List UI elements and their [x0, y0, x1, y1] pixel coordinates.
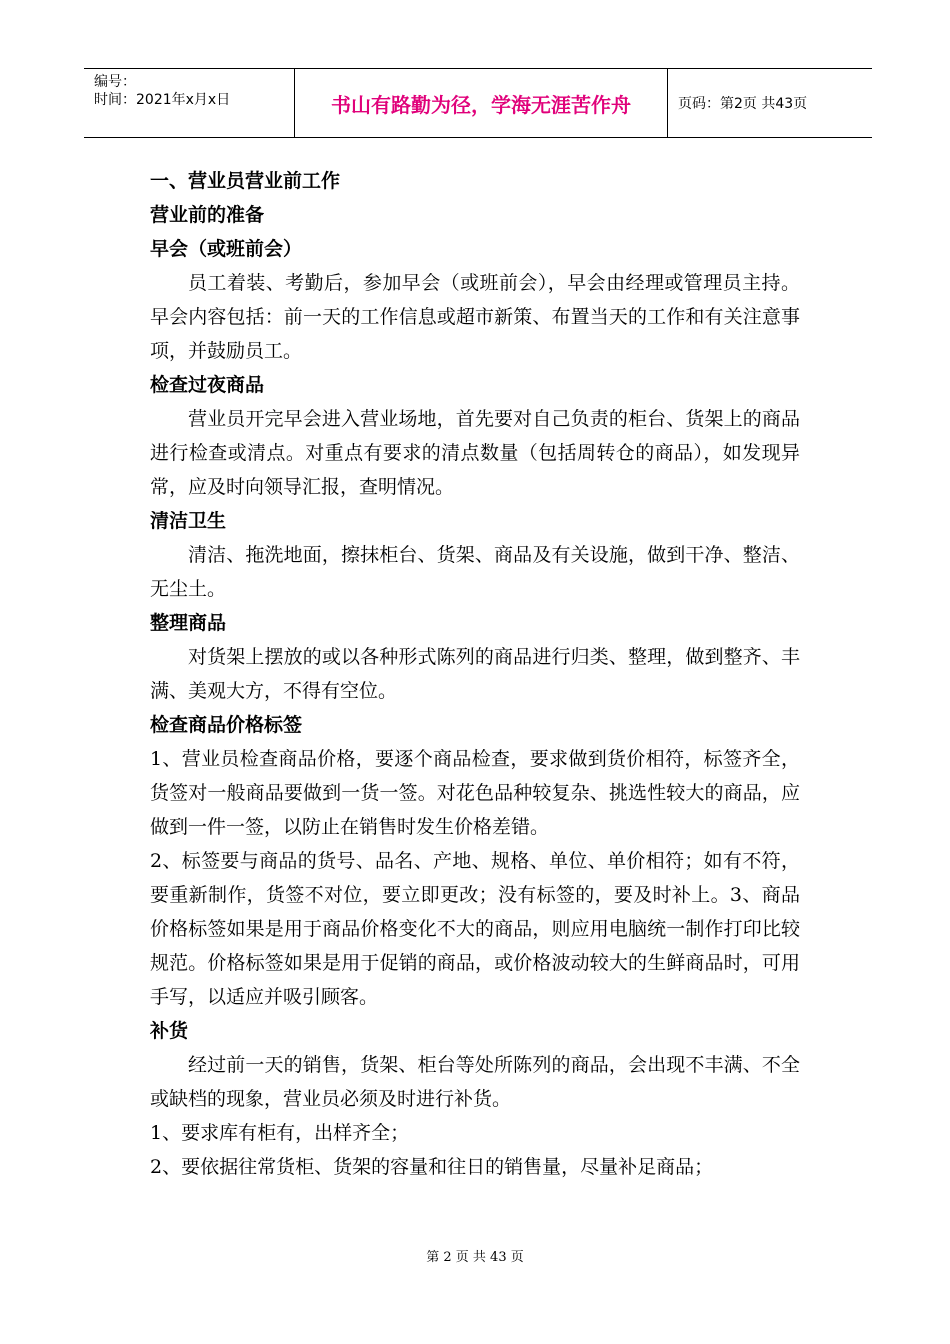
subheading-arrange-goods: 整理商品 — [150, 612, 227, 634]
subheading-restock: 补货 — [150, 1020, 189, 1042]
paragraph-price-labels-1: 1、营业员检查商品价格，要逐个商品检查，要求做到货价相符，标签齐全，货签对一般商品要做到一货一签。对花色品种较复杂、挑选性较大的商品，应做到一件一签，以防止在销售时发生价格差错。 — [150, 748, 800, 838]
page-footer: 第 2 页 共 43 页 — [426, 1250, 524, 1265]
list-item-restock-1: 1、要求库有柜有，出样齐全； — [150, 1122, 410, 1144]
list-item-restock-2: 2、要依据往常货柜、货架的容量和往日的销售量，尽量补足商品； — [150, 1156, 714, 1178]
subheading-check-goods: 检查过夜商品 — [150, 374, 265, 396]
paragraph-cleaning: 清洁、拖洗地面，擦抹柜台、货架、商品及有关设施，做到干净、整洁、无尘土。 — [150, 544, 800, 600]
subheading-cleaning: 清洁卫生 — [150, 510, 227, 532]
number-label: 编号： — [94, 74, 136, 90]
subheading-price-labels: 检查商品价格标签 — [150, 714, 303, 736]
paragraph-arrange-goods: 对货架上摆放的或以各种形式陈列的商品进行归类、整理，做到整齐、丰满、美观大方，不得有空位。 — [150, 646, 800, 702]
paragraph-restock: 经过前一天的销售，货架、柜台等处所陈列的商品，会出现不丰满、不全或缺档的现象，营业员必须及时进行补货。 — [150, 1054, 800, 1110]
section-title: 一、营业员营业前工作 — [150, 170, 341, 192]
document-body — [150, 164, 800, 1184]
paragraph-check-goods: 营业员开完早会进入营业场地，首先要对自己负责的柜台、货架上的商品进行检查或清点。对重点有要求的清点数量（包括周转仓的商品），如发现异常，应及时向领导汇报，查明情况。 — [150, 408, 800, 498]
header-page-info — [668, 69, 872, 137]
paragraph-price-labels-2: 2、标签要与商品的货号、品名、产地、规格、单位、单价相符；如有不符，要重新制作，货签不对位，要立即更改；没有标签的，要及时补上。3、商品价格标签如果是用于商品价格变化不大的商品，则应用电脑统一制作打印比较规范。价格标签如果是用于促销的商品，或价格波动较大的生鲜商品时，可用手写，以适应并吸引顾客。 — [150, 850, 800, 1008]
document-header — [84, 68, 872, 138]
time-label: 时间：2021年x月x日 — [94, 92, 231, 108]
header-meta — [84, 69, 295, 137]
header-motto-cell — [295, 69, 668, 137]
page-info-text: 页码：第2页 共43页 — [678, 96, 808, 112]
paragraph-morning-meeting: 员工着装、考勤后，参加早会（或班前会），早会由经理或管理员主持。早会内容包括：前一天的工作信息或超市新策、布置当天的工作和有关注意事项，并鼓励员工。 — [150, 272, 800, 362]
subheading-morning-meeting: 早会（或班前会） — [150, 238, 303, 260]
header-motto: 书山有路勤为径，学海无涯苦作舟 — [331, 92, 631, 117]
subheading-preparation: 营业前的准备 — [150, 204, 265, 226]
